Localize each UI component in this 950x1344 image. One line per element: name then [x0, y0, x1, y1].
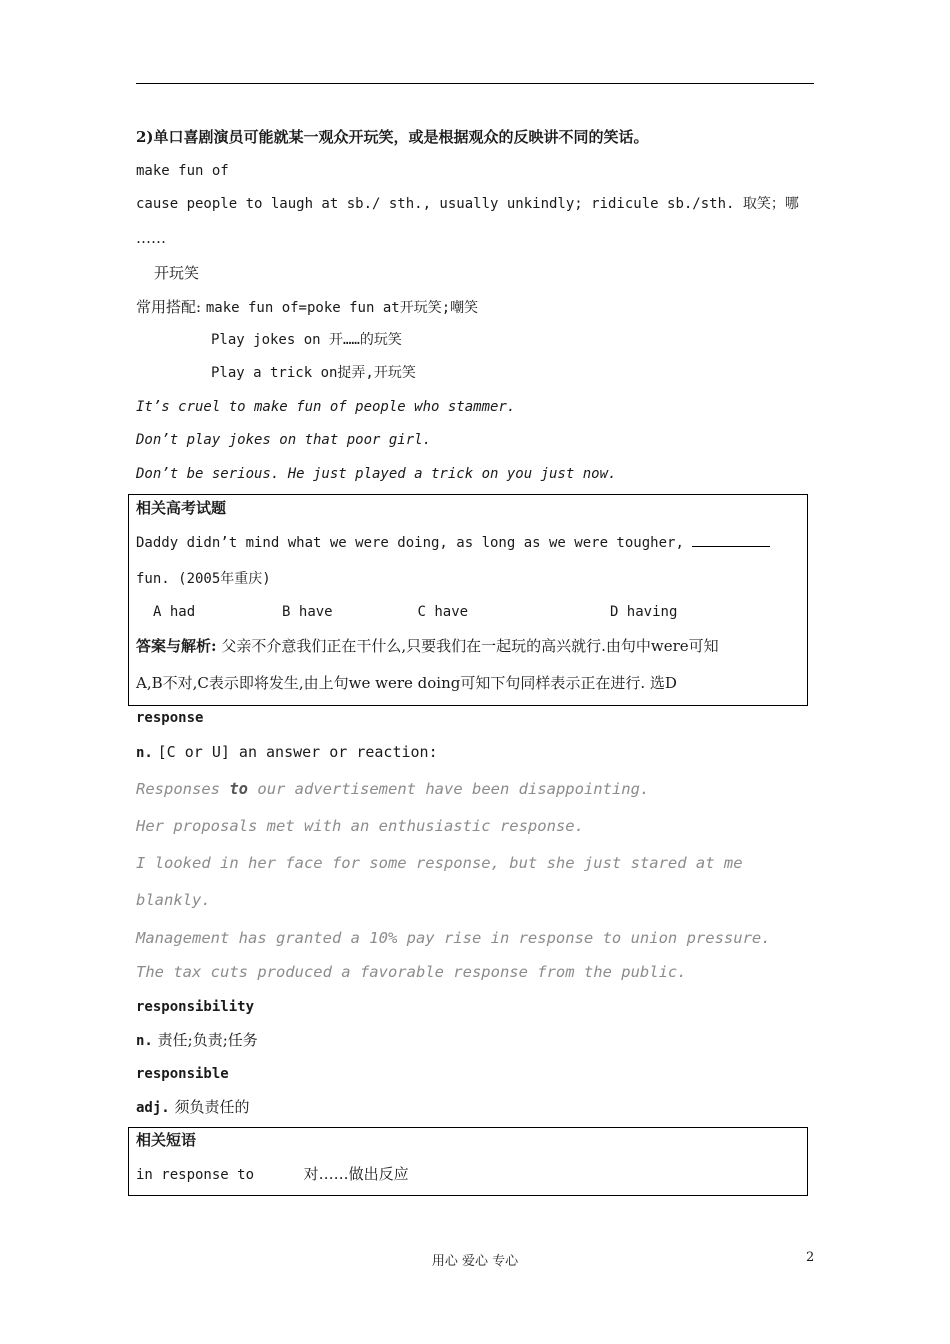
collocation-1: make fun of=poke fun at开玩笑;嘲笑 [205, 300, 479, 316]
entry-head-responsibility: responsibility [136, 999, 255, 1015]
exam-options [153, 602, 677, 622]
response-definition-row [136, 742, 438, 763]
example-sentence: It’s cruel to make fun of people who stammer. [136, 399, 516, 415]
responsible-meaning-row [136, 1097, 250, 1118]
phrase-row [136, 1164, 409, 1185]
answer-label: 答案与解析: [136, 637, 217, 655]
page-number: 2 [806, 1250, 815, 1265]
keyword-to: to [229, 780, 249, 798]
pos-label: adj. [136, 1100, 170, 1116]
meaning-make-fun-of: 开玩笑 [154, 264, 200, 282]
response-example-5: The tax cuts produced a favorable response from the public. [136, 963, 687, 981]
response-example-1: Responses to our advertisement have been disappointing. [136, 780, 650, 798]
exam-question-line2: fun. (2005年重庆) [136, 571, 271, 587]
related-phrases-box [128, 1127, 808, 1196]
example-sentence: Don’t be serious. He just played a trick on you just now. [136, 466, 617, 482]
responsibility-meaning-row [136, 1030, 258, 1051]
answer-line1: 答案与解析: 父亲不介意我们正在干什么,只要我们在一起玩的高兴就行.由句中were可知 [136, 637, 719, 655]
exam-box-title: 相关高考试题 [136, 499, 227, 517]
definition-response: [C or U] an answer or reaction: [157, 743, 438, 761]
answer-line2: A,B不对,C表示即将发生,由上句we were doing可知下句同样表示正在进行. 选D [136, 674, 677, 692]
answer-blank [692, 532, 770, 547]
header-rule [136, 83, 814, 84]
entry-head-response: response [136, 710, 204, 726]
option-a: A had [153, 604, 196, 620]
meaning-responsible: 须负责任的 [174, 1098, 250, 1116]
exam-question-line1: Daddy didn’t mind what we were doing, as long as we were tougher, [136, 532, 770, 553]
entry-head-responsible: responsible [136, 1066, 229, 1082]
pos-label: n. [136, 1033, 153, 1049]
section-note: 2)单口喜剧演员可能就某一观众开玩笑，或是根据观众的反映讲不同的笑话。 [136, 128, 649, 146]
response-example-3-cont: blankly. [136, 891, 211, 909]
collocation-3: Play a trick on捉弄,开玩笑 [211, 365, 416, 381]
meaning-responsibility: 责任;负责;任务 [157, 1031, 258, 1049]
phrase-box-title: 相关短语 [136, 1131, 197, 1149]
option-d: D having [609, 604, 678, 620]
response-example-2: Her proposals met with an enthusiastic response. [136, 817, 584, 835]
example-sentence: Don’t play jokes on that poor girl. [136, 432, 432, 448]
collocation-row [136, 297, 478, 318]
pos-label: n. [136, 745, 153, 761]
option-c: C have [417, 604, 469, 620]
collocation-2: Play jokes on 开……的玩笑 [211, 332, 402, 348]
definition-continuation: …… [136, 229, 166, 247]
phrase-in-response-to: in response to [136, 1167, 255, 1183]
page-footer: 用心 爱心 专心 [431, 1254, 519, 1269]
collocation-label: 常用搭配: [136, 298, 202, 316]
option-b: B have [282, 604, 333, 620]
response-example-4: Management has granted a 10% pay rise in response to union pressure. [136, 929, 771, 947]
entry-head-make-fun-of: make fun of [136, 163, 229, 179]
phrase-meaning: 对……做出反应 [303, 1165, 409, 1183]
response-example-3: I looked in her face for some response, but she just stared at me [136, 854, 743, 872]
definition-make-fun-of: cause people to laugh at sb./ sth., usually unkindly; ridicule sb./sth. 取笑；哪 [136, 196, 799, 212]
